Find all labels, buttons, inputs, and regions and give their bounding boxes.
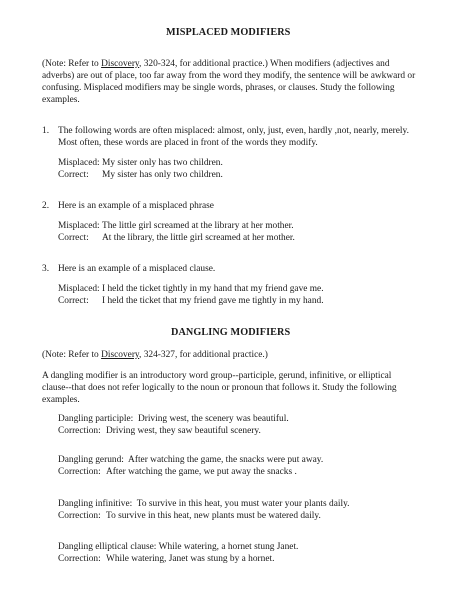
correct-label: Correct:: [58, 296, 89, 306]
correction-label: Correction:: [58, 511, 101, 521]
item2-correct: [58, 233, 295, 244]
dangling-gerund-correction: [58, 467, 297, 478]
example-sentence: Driving west, the scenery was beautiful.: [137, 414, 289, 424]
misplaced-label: Misplaced:: [58, 158, 100, 168]
correction-sentence: While watering, Janet was stung by a hornet.: [106, 554, 275, 564]
correction-label: Correction:: [58, 554, 101, 564]
correction-sentence: After watching the game, we put away the snacks .: [106, 467, 297, 477]
correct-label: Correct:: [58, 233, 89, 243]
example-sentence: After watching the game, the snacks were put away.: [128, 455, 324, 465]
misplaced-sentence: The little girl screamed at the library at her mother.: [102, 221, 294, 231]
dangling-elliptical-example: [58, 542, 298, 553]
example-sentence: To survive in this heat, you must water your plants daily.: [136, 499, 350, 509]
misplaced-label: Misplaced:: [58, 284, 100, 294]
item1-misplaced: [58, 158, 223, 169]
example-label: Dangling participle:: [58, 414, 134, 424]
item3-correct: [58, 296, 324, 307]
dangling-infinitive-correction: [58, 511, 321, 522]
misplaced-note-line2: adverbs) are out of place, too far away from the word they modify, the sentence will be awkward or: [42, 71, 416, 81]
dangling-gerund-example: [58, 455, 323, 466]
misplaced-note-line4: examples.: [42, 95, 80, 105]
correction-sentence: Driving west, they saw beautiful scenery.: [106, 426, 261, 436]
misplaced-sentence: My sister only has two children.: [102, 158, 223, 168]
item3-line1: Here is an example of a misplaced clause.: [58, 264, 216, 274]
item2-line1: Here is an example of a misplaced phrase: [58, 201, 214, 211]
correction-sentence: To survive in this heat, new plants must be watered daily.: [106, 511, 321, 521]
book-title: Discovery: [101, 350, 140, 360]
correct-label: Correct:: [58, 170, 89, 180]
item2-number: 2.: [42, 201, 50, 211]
item3-number: 3.: [42, 264, 50, 274]
correction-label: Correction:: [58, 426, 101, 436]
misplaced-sentence: I held the ticket tightly in my hand that my friend gave me.: [102, 284, 324, 294]
correct-sentence: My sister has only two children.: [102, 170, 223, 180]
dangling-intro-line1: A dangling modifier is an introductory word group--participle, gerund, infinitive, or elliptical: [42, 371, 392, 381]
misplaced-note-line1: [42, 59, 390, 70]
item1-line2: Most often, these words are placed in front of the words they modify.: [58, 138, 318, 148]
item2-misplaced: [58, 221, 294, 232]
item1-number: 1.: [42, 126, 50, 136]
dangling-title: DANGLING MODIFIERS: [171, 327, 291, 338]
correct-sentence: At the library, the little girl screamed at her mother.: [102, 233, 295, 243]
dangling-note: [42, 350, 268, 361]
note-suffix: , 320-324, for additional practice.) When modifiers (adjectives and: [139, 59, 390, 69]
example-label: Dangling infinitive:: [58, 499, 133, 509]
item3-misplaced: [58, 284, 324, 295]
example-sentence: While watering, a hornet stung Janet.: [158, 542, 299, 552]
dangling-elliptical-correction: [58, 554, 274, 565]
note-prefix: (Note: Refer to: [42, 350, 102, 360]
note-suffix: , 324-327, for additional practice.): [139, 350, 268, 360]
example-label: Dangling gerund:: [58, 455, 124, 465]
dangling-intro-line3: examples.: [42, 395, 80, 405]
dangling-participle-example: [58, 414, 289, 425]
dangling-intro-line2: clause--that does not refer logically to the noun or pronoun that follows it. Study the following: [42, 383, 397, 393]
correction-label: Correction:: [58, 467, 101, 477]
misplaced-label: Misplaced:: [58, 221, 100, 231]
example-label: Dangling elliptical clause:: [58, 542, 157, 552]
book-title: Discovery: [101, 59, 140, 69]
note-prefix: (Note: Refer to: [42, 59, 102, 69]
dangling-infinitive-example: [58, 499, 350, 510]
misplaced-title: MISPLACED MODIFIERS: [166, 27, 291, 38]
item1-line1: The following words are often misplaced: almost, only, just, even, hardly ,not, nearly, merely.: [58, 126, 409, 136]
item1-correct: [58, 170, 223, 181]
correct-sentence: I held the ticket that my friend gave me tightly in my hand.: [102, 296, 324, 306]
dangling-participle-correction: [58, 426, 261, 437]
misplaced-note-line3: confusing. Misplaced modifiers may be single words, phrases, or clauses. Study the following: [42, 83, 395, 93]
